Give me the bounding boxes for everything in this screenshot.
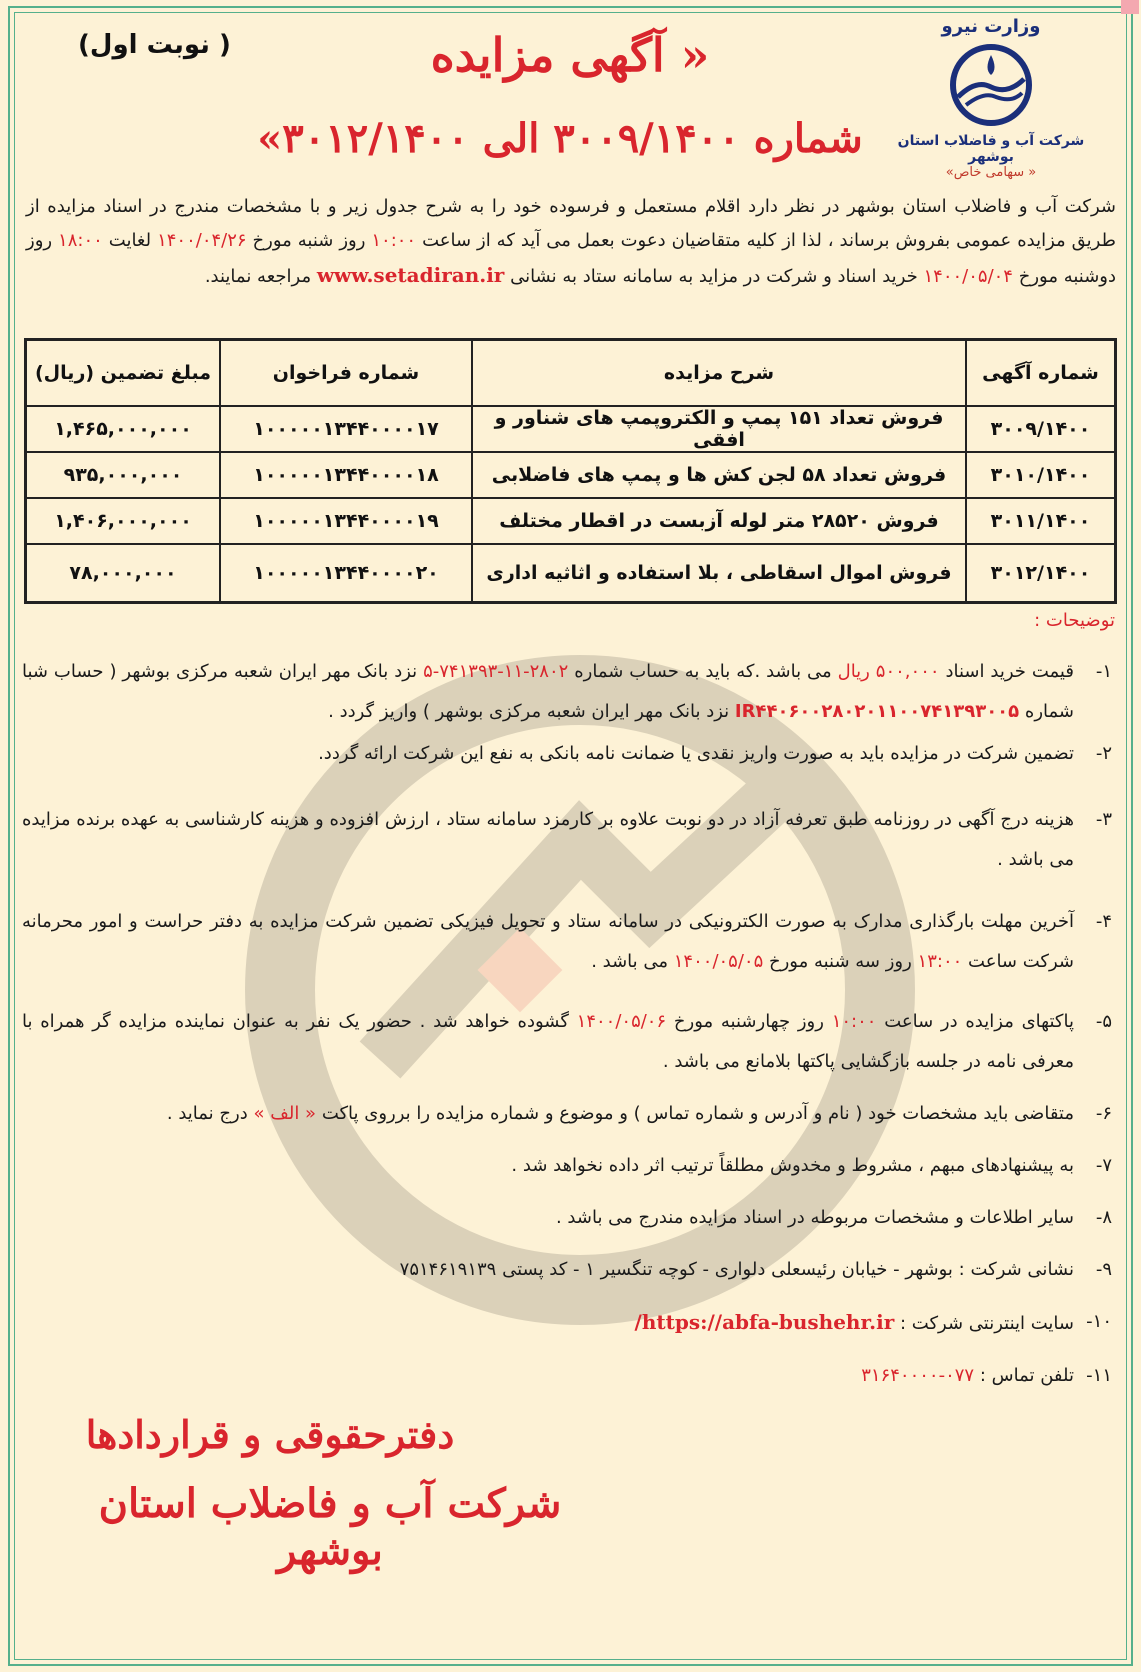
note-10 <box>22 1302 1118 1344</box>
opening-time: ۱۰:۰۰ <box>831 1011 877 1032</box>
header-description: شرح مزایده <box>472 340 966 407</box>
contact-phone: ۰۷۷-۳۱۶۴۰۰۰۰ <box>861 1365 975 1386</box>
note-11 <box>22 1356 1118 1396</box>
footer-company: شرکت آب و فاضلاب استان بوشهر <box>98 1480 562 1574</box>
opening-date: ۱۴۰۰/۰۵/۰۶ <box>576 1011 667 1032</box>
intro-text-3: لغایت <box>108 230 152 251</box>
note-number: ۶- <box>1095 1103 1112 1124</box>
footer-department: دفترحقوقی و قراردادها <box>85 1412 455 1457</box>
auction-description: فروش اموال اسقاطی ، بلا استفاده و اثاثیه اداری <box>472 544 966 603</box>
note-number: ۹- <box>1095 1259 1112 1280</box>
table-row <box>26 406 1116 452</box>
logo-company-name: شرکت آب و فاضلاب استان بوشهر <box>897 133 1085 165</box>
note-text: تلفن تماس : <box>979 1365 1074 1386</box>
company-logo <box>886 16 1096 180</box>
publication-round: ( نوبت اول) <box>78 30 231 60</box>
note-number: ۱۰- <box>1086 1311 1112 1332</box>
account-number: ۲۸۰۲-۱۱-۷۴۱۳۹۳-۵ <box>423 661 569 682</box>
call-number: ۱۰۰۰۰۰۱۳۴۴۰۰۰۰۱۹ <box>220 498 472 544</box>
note-7 <box>22 1146 1118 1186</box>
note-text: پاکتهای مزایده در ساعت <box>884 1011 1074 1032</box>
header-guarantee-amount: مبلغ تضمین (ریال) <box>26 340 221 407</box>
note-number: ۸- <box>1095 1207 1112 1228</box>
document-price: ۵۰۰,۰۰۰ ریال <box>837 661 940 682</box>
note-text: تضمین شرکت در مزایده باید به صورت واریز نقدی یا ضمانت نامه بانکی به نفع این شرکت ارائه گردد. <box>318 743 1074 764</box>
note-3 <box>22 800 1118 880</box>
deadline-date: ۱۴۰۰/۰۵/۰۵ <box>673 951 764 972</box>
note-number: ۱- <box>1095 661 1112 682</box>
intro-paragraph <box>26 190 1116 294</box>
auction-table <box>24 338 1117 604</box>
table-header-row <box>26 340 1116 407</box>
intro-text-2: روز شنبه مورخ <box>252 230 366 251</box>
start-date: ۱۴۰۰/۰۴/۲۶ <box>157 230 247 251</box>
note-number: ۳- <box>1095 809 1112 830</box>
call-number: ۱۰۰۰۰۰۱۳۴۴۰۰۰۰۱۷ <box>220 406 472 452</box>
intro-text-5: خرید اسناد و شرکت در مزاید به سامانه ستاد به نشانی <box>510 266 918 287</box>
start-time: ۱۰:۰۰ <box>371 230 417 251</box>
guarantee-amount: ۷۸,۰۰۰,۰۰۰ <box>26 544 221 603</box>
note-8 <box>22 1198 1118 1238</box>
page-title: « آگهی مزایده <box>430 28 710 82</box>
note-text: روز چهارشنبه مورخ <box>673 1011 824 1032</box>
note-number: ۱۱- <box>1086 1365 1112 1386</box>
note-text: هزینه درج آگهی در روزنامه طبق تعرفه آزاد در دو نوبت علاوه بر کارمزد سامانه ستاد ، ارزش افزوده و هزینه کارشناسی به عهده برنده مزایده می باشد . <box>22 809 1074 870</box>
call-number: ۱۰۰۰۰۰۱۳۴۴۰۰۰۰۲۰ <box>220 544 472 603</box>
header-call-number: شماره فراخوان <box>220 340 472 407</box>
note-text: گشوده خواهد شد . حضور یک نفر به عنوان نماینده مزایده گر همراه با معرفی نامه در جلسه بازگشایی پاکتها بلامانع می باشد . <box>22 1011 1074 1072</box>
end-time: ۱۸:۰۰ <box>58 230 103 251</box>
note-number: ۵- <box>1095 1011 1112 1032</box>
note-text: به پیشنهادهای مبهم ، مشروط و مخدوش مطلقاً ترتیب اثر داده نخواهد شد . <box>511 1155 1074 1176</box>
note-text: نزد بانک مهر ایران شعبه مرکزی بوشهر ) واریز گردد . <box>328 701 730 722</box>
logo-company-type: « سهامی خاص» <box>945 165 1037 180</box>
note-text: نزد بانک مهر ایران شعبه مرکزی بوشهر ( حساب شبا شماره <box>22 661 1074 722</box>
auction-description: فروش تعداد ۱۵۱ پمپ و الکتروپمپ های شناور و افقی <box>472 406 966 452</box>
water-drop-logo-icon <box>936 39 1046 129</box>
table-row <box>26 452 1116 498</box>
note-number: ۷- <box>1095 1155 1112 1176</box>
note-2 <box>22 734 1118 774</box>
table-row <box>26 498 1116 544</box>
corner-mark <box>1119 0 1141 22</box>
auction-description: فروش ۲۸۵۲۰ متر لوله آزبست در اقطار مختلف <box>472 498 966 544</box>
ministry-name: وزارت نیرو <box>941 16 1041 37</box>
notice-number: ۳۰۰۹/۱۴۰۰ <box>966 406 1116 452</box>
intro-text-1: شرکت آب و فاضلاب استان بوشهر در نظر دارد اقلام مستعمل و فرسوده خود را به شرح جدول زیر و با مشخصات مندرج در اسناد مزایده از طریق مزایده عمومی بفروش برساند ، لذا از کلیه متقاضیان دعوت بعمل می آید که از ساعت <box>26 196 1116 251</box>
header <box>20 10 1120 190</box>
note-number: ۲- <box>1095 743 1112 764</box>
note-text: روز سه شنبه مورخ <box>768 951 912 972</box>
notice-number: ۳۰۱۲/۱۴۰۰ <box>966 544 1116 603</box>
note-text: سایر اطلاعات و مشخصات مربوطه در اسناد مزایده مندرج می باشد . <box>555 1207 1074 1228</box>
guarantee-amount: ۱,۴۰۶,۰۰۰,۰۰۰ <box>26 498 221 544</box>
sheba-number: IR۴۴۰۶۰۰۲۸۰۲۰۱۱۰۰۷۴۱۳۹۳۰۰۵ <box>734 701 1020 722</box>
setad-website-link[interactable]: www.setadiran.ir <box>316 263 505 287</box>
note-text: می باشد . <box>591 951 669 972</box>
intro-text-4: روز دوشنبه مورخ <box>26 230 1116 287</box>
note-6 <box>22 1094 1118 1134</box>
note-4 <box>22 902 1118 982</box>
note-1 <box>22 652 1118 732</box>
guarantee-amount: ۱,۴۶۵,۰۰۰,۰۰۰ <box>26 406 221 452</box>
note-text: آخرین مهلت بارگذاری مدارک به صورت الکترونیکی در سامانه ستاد و تحویل فیزیکی تضمین شرکت مزایده به دفتر حراست و امور محرمانه شرکت ساعت <box>22 911 1074 972</box>
intro-text-6: مراجعه نمایند. <box>204 266 312 287</box>
deadline-time: ۱۳:۰۰ <box>917 951 963 972</box>
note-text: متقاضی باید مشخصات خود ( نام و آدرس و شماره تماس ) و موضوع و شماره مزایده را برروی پاکت <box>321 1103 1074 1124</box>
notes-title: توضیحات : <box>1034 610 1115 631</box>
note-text: می باشد .که باید به حساب شماره <box>574 661 832 682</box>
notice-number: ۳۰۱۱/۱۴۰۰ <box>966 498 1116 544</box>
company-address: نشانی شرکت : بوشهر - خیابان رئیسعلی دلواری - کوچه تنگسیر ۱ - کد پستی ۷۵۱۴۶۱۹۱۳۹ <box>399 1259 1074 1280</box>
note-5 <box>22 1002 1118 1082</box>
notes-list <box>22 652 1118 1396</box>
end-date: ۱۴۰۰/۰۵/۰۴ <box>923 266 1013 287</box>
note-text: درج نماید . <box>166 1103 248 1124</box>
packet-label: « الف » <box>253 1103 317 1124</box>
table-row <box>26 544 1116 603</box>
note-number: ۴- <box>1095 911 1112 932</box>
note-9 <box>22 1250 1118 1290</box>
notice-number: ۳۰۱۰/۱۴۰۰ <box>966 452 1116 498</box>
note-text: سایت اینترنتی شرکت : <box>900 1313 1074 1334</box>
note-text: قیمت خرید اسناد <box>945 661 1074 682</box>
guarantee-amount: ۹۳۵,۰۰۰,۰۰۰ <box>26 452 221 498</box>
auction-numbers: شماره ۳۰۰۹/۱۴۰۰ الی ۳۰۱۲/۱۴۰۰» <box>257 115 863 162</box>
company-website-link[interactable]: https://abfa-bushehr.ir/ <box>634 1310 895 1334</box>
call-number: ۱۰۰۰۰۰۱۳۴۴۰۰۰۰۱۸ <box>220 452 472 498</box>
auction-description: فروش تعداد ۵۸ لجن کش ها و پمپ های فاضلابی <box>472 452 966 498</box>
header-notice-number: شماره آگهی <box>966 340 1116 407</box>
